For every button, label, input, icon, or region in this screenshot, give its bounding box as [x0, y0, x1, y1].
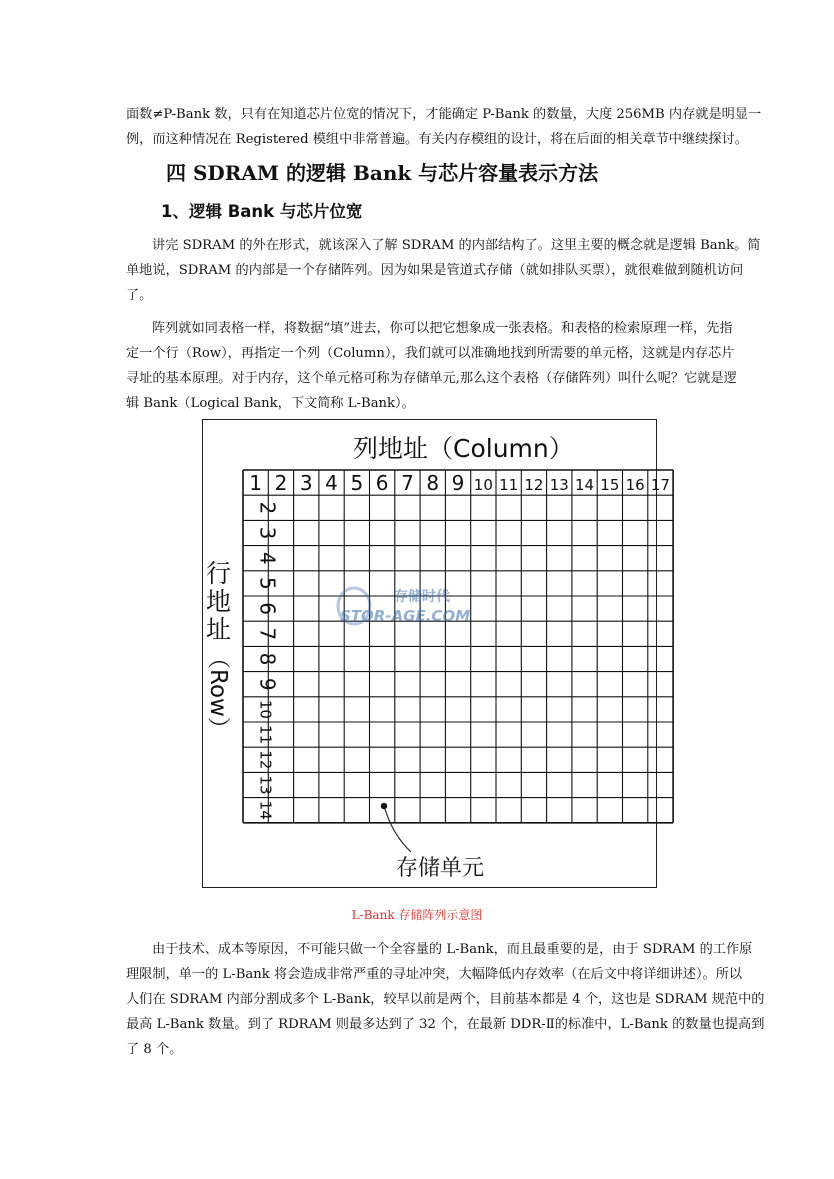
storage-cell-pointer	[385, 809, 411, 852]
paragraph-3-line-3: 人们在 SDRAM 内部分割成多个 L-Bank，较早以前是两个，目前基本都是 4 个，这也是 SDRAM 规范中的	[126, 992, 765, 1007]
address-grid	[243, 470, 673, 823]
row-number-label: 5	[255, 577, 280, 590]
intro-paragraph	[126, 102, 762, 152]
row-number-label: 4	[255, 551, 280, 565]
row-number-label: 10	[256, 699, 275, 719]
svg-text:STOR-AGE.COM: STOR-AGE.COM	[340, 607, 471, 625]
column-number-label: 1	[249, 471, 263, 496]
column-number-label: 10	[473, 476, 493, 495]
column-number-label: 11	[499, 476, 519, 495]
paragraph-2-line-2: 定一个行（Row），再指定一个列（Column），我们就可以准确地找到所需要的单元格，这就是内存芯片	[126, 346, 735, 361]
row-title-char-2: 地	[206, 587, 232, 616]
row-number-label: 3	[255, 526, 280, 540]
row-number-label: 14	[256, 800, 275, 820]
column-number-label: 12	[524, 476, 544, 495]
paragraph-1	[126, 233, 761, 308]
paragraph-2-line-4: 辑 Bank（Logical Bank，下文简称 L-Bank）。	[126, 396, 415, 411]
paragraph-2-line-1: 阵列就如同表格一样，将数据“填”进去，你可以把它想象成一张表格。和表格的检索原理一样，先指	[152, 321, 733, 336]
row-number-label: 6	[255, 602, 280, 615]
column-number-label: 5	[350, 471, 364, 496]
figure-caption: L-Bank 存储阵列示意图	[351, 908, 483, 922]
intro-line-2: 例，而这种情况在 Registered 模组中非常普遍。有关内存模组的设计，将在后面的相关章节中继续探讨。	[126, 132, 748, 147]
column-number-label: 3	[299, 471, 313, 496]
paragraph-2	[126, 316, 737, 416]
stor-age-watermark	[332, 584, 492, 628]
column-number-label: 7	[401, 471, 414, 496]
paragraph-3-line-4: 最高 L-Bank 数量。到了 RDRAM 则最多达到了 32 个，在最新 DDR-Ⅱ的标准中，L-Bank 的数量也提高到	[126, 1017, 765, 1032]
storage-cell-label: 存储单元	[396, 856, 485, 881]
row-number-label: 13	[256, 775, 275, 795]
row-title-latin: （Row）	[205, 646, 231, 740]
column-number-label: 15	[600, 476, 620, 495]
row-number-label: 2	[255, 501, 280, 515]
column-number-label: 16	[625, 476, 645, 495]
column-number-label: 2	[274, 471, 288, 496]
section-title: 四 SDRAM 的逻辑 Bank 与芯片容量表示方法	[166, 161, 599, 185]
row-number-label: 12	[256, 750, 275, 770]
paragraph-3	[126, 937, 765, 1062]
lbank-array-diagram	[203, 420, 670, 887]
paragraph-1-line-2: 单地说，SDRAM 的内部是一个存储阵列。因为如果是管道式存储（就如排队买票），就很难做到随机访问	[126, 263, 744, 278]
paragraph-1-line-1: 讲完 SDRAM 的外在形式，就该深入了解 SDRAM 的内部结构了。这里主要的概念就是逻辑 Bank。简	[152, 238, 761, 253]
row-number-label: 11	[256, 725, 275, 745]
paragraph-2-line-3: 寻址的基本原理。对于内存，这个单元格可称为存储单元,那么这个表格（存储阵列）叫什么呢？它就是逻	[126, 371, 737, 386]
row-number-label: 7	[255, 627, 280, 641]
row-title-char-1: 行	[206, 559, 232, 588]
lbank-array-figure	[202, 419, 670, 888]
paragraph-1-line-3: 了。	[126, 288, 153, 303]
row-number-label: 9	[255, 677, 280, 691]
row-address-title	[205, 559, 231, 740]
subsection-title: 1、逻辑 Bank 与芯片位宽	[161, 202, 363, 221]
storage-cell-dot	[381, 803, 387, 809]
column-number-label: 17	[650, 476, 670, 495]
column-number-label: 13	[549, 476, 569, 495]
row-title-char-3: 址	[206, 615, 232, 644]
column-number-label: 9	[451, 471, 465, 496]
column-address-title: 列地址（Column）	[353, 434, 574, 463]
paragraph-3-line-5: 了 8 个。	[126, 1042, 183, 1057]
paragraph-3-line-1: 由于技术、成本等原因，不可能只做一个全容量的 L-Bank，而且最重要的是，由于 SDRAM 的工作原	[152, 942, 753, 957]
row-number-label: 8	[255, 652, 280, 666]
column-numbers	[249, 471, 670, 495]
paragraph-3-line-2: 理限制，单一的 L-Bank 将会造成非常严重的寻址冲突，大幅降低内存效率（在后文中将详细讲述）。所以	[126, 967, 743, 982]
svg-text:存储时代: 存储时代	[394, 589, 450, 605]
column-number-label: 14	[575, 476, 595, 495]
column-number-label: 4	[325, 471, 338, 496]
column-number-label: 6	[375, 471, 389, 496]
intro-line-1: 面数≠P-Bank 数，只有在知道芯片位宽的情况下，才能确定 P-Bank 的数量，大度 256MB 内存就是明显一	[126, 107, 762, 122]
column-number-label: 8	[426, 471, 440, 496]
